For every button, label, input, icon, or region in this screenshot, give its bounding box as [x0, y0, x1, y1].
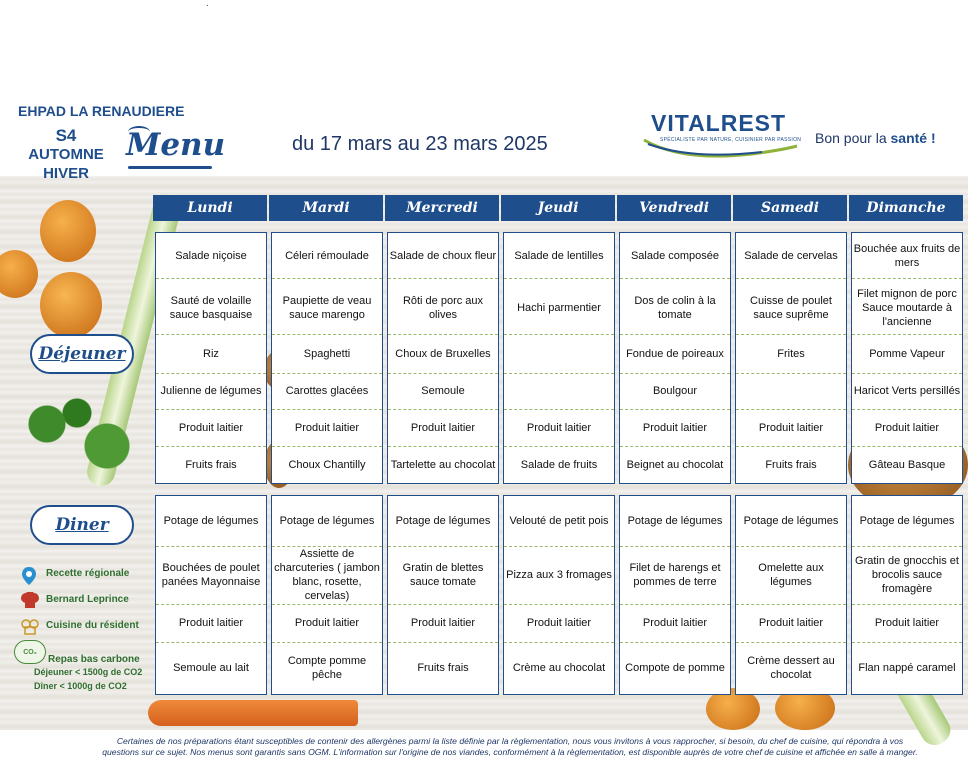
diner-dish: Velouté de petit pois	[509, 515, 609, 527]
resident-chef-icon	[20, 618, 40, 636]
day-header-0: Lundi	[153, 195, 267, 221]
diner-dish: Potage de légumes	[627, 515, 723, 527]
week-number: S4	[55, 126, 77, 145]
dejeuner-column-3	[503, 232, 615, 484]
diner-label: Diner	[30, 505, 134, 545]
diner-dish: Produit laitier	[874, 617, 940, 629]
season-line2: HIVER	[43, 165, 89, 182]
diner-column-4	[619, 495, 731, 695]
dejeuner-dish: Salade niçoise	[175, 249, 247, 262]
location-pin-icon	[20, 566, 38, 586]
dejeuner-dish: Fondue de poireaux	[626, 347, 724, 360]
dejeuner-dish: Produit laitier	[874, 421, 940, 434]
co2-cloud-icon: CO₂	[14, 640, 46, 664]
dejeuner-dish: Cuisse de poulet sauce suprême	[750, 295, 832, 321]
dejeuner-dish: Sauté de volaille sauce basquaise	[169, 295, 253, 321]
diner-dish: Bouchées de poulet panées Mayonnaise	[161, 562, 261, 588]
onion-illustration	[40, 272, 102, 338]
dejeuner-column-0	[155, 232, 267, 484]
dejeuner-dish: Beignet au chocolat	[626, 458, 724, 471]
dejeuner-dish: Tartelette au chocolat	[390, 458, 496, 471]
diner-dish: Produit laitier	[294, 617, 360, 629]
diner-column-2	[387, 495, 499, 695]
diner-dish: Pizza aux 3 fromages	[506, 569, 612, 581]
diner-dish: Produit laitier	[178, 617, 244, 629]
dejeuner-dish: Salade de lentilles	[514, 249, 604, 262]
institution-name: EHPAD LA RENAUDIERE	[18, 103, 185, 119]
diner-dish: Produit laitier	[642, 617, 708, 629]
parsley-illustration	[2, 380, 152, 490]
slogan-prefix: Bon pour la	[815, 130, 887, 146]
logo-swoosh-icon	[642, 110, 802, 162]
diner-dish: Produit laitier	[410, 617, 476, 629]
legend-carbon-label: Repas bas carbone	[48, 654, 140, 665]
dejeuner-dish: Frites	[777, 347, 805, 360]
dejeuner-dish: Julienne de légumes	[160, 385, 262, 397]
day-header-6: Dimanche	[849, 195, 963, 221]
diner-dish: Potage de légumes	[859, 515, 955, 527]
dejeuner-dish: Produit laitier	[642, 421, 708, 434]
dejeuner-dish: Produit laitier	[526, 421, 592, 434]
dejeuner-dish: Salade de fruits	[520, 458, 598, 471]
diner-dish: Potage de légumes	[163, 515, 259, 527]
diner-dish: Gratin de gnocchis et brocolis sauce fromagère	[855, 555, 959, 595]
legend-regional-label: Recette régionale	[46, 568, 130, 579]
dejeuner-dish: Gâteau Basque	[868, 458, 946, 471]
dejeuner-dish	[504, 373, 614, 409]
diner-dish: Filet de harengs et pommes de terre	[629, 562, 721, 588]
diner-dish: Produit laitier	[526, 617, 592, 629]
dejeuner-dish: Haricot Verts persillés	[853, 385, 961, 397]
dejeuner-dish: Spaghetti	[303, 347, 351, 360]
day-header-2: Mercredi	[385, 195, 499, 221]
dejeuner-column-4	[619, 232, 731, 484]
diner-dish: Assiette de charcuteries ( jambon blanc, rosette, cervelas)	[274, 548, 380, 602]
dejeuner-dish: Salade de choux fleur	[389, 249, 497, 262]
diner-column-5	[735, 495, 847, 695]
dejeuner-dish: Fruits frais	[185, 458, 237, 471]
dejeuner-dish: Produit laitier	[758, 421, 824, 434]
diner-dish: Omelette aux légumes	[758, 562, 824, 588]
dejeuner-dish	[504, 334, 614, 373]
dejeuner-dish: Produit laitier	[410, 421, 476, 434]
dejeuner-dish: Choux de Bruxelles	[395, 347, 491, 360]
diner-column-6	[851, 495, 963, 695]
dejeuner-dish: Dos de colin à la tomate	[634, 295, 716, 321]
diner-dish: Crème dessert au chocolat	[747, 655, 835, 681]
diner-dish: Potage de légumes	[395, 515, 491, 527]
carbon-dinner: Dîner < 1000g de CO2	[34, 681, 127, 691]
season-block	[20, 126, 112, 183]
footer-line1: Certaines de nos préparations étant susceptibles de contenir des allergènes parmi la liste définie par la règlementation, nous vous invitons à vous rapprocher, si besoin, du chef de cuisine, qui répondra à vos	[116, 736, 904, 746]
dejeuner-dish: Salade composée	[630, 249, 720, 262]
menu-underline	[128, 166, 212, 169]
dejeuner-dish: Céleri rémoulade	[285, 249, 369, 262]
diner-column-1	[271, 495, 383, 695]
season-line1: AUTOMNE	[28, 146, 104, 163]
dejeuner-dish: Semoule	[421, 385, 465, 397]
diner-dish: Fruits frais	[417, 662, 469, 674]
dejeuner-dish: Produit laitier	[178, 421, 244, 434]
dejeuner-column-5	[735, 232, 847, 484]
diner-column-0	[155, 495, 267, 695]
allergen-notice	[60, 736, 960, 758]
diner-dish: Flan nappé caramel	[858, 662, 956, 674]
dejeuner-dish: Bouchée aux fruits de mers	[853, 242, 961, 269]
day-header-3: Jeudi	[501, 195, 615, 221]
logo-tagline: SPÉCIALISTE PAR NATURE, CUISINIER PAR PASSION	[660, 137, 802, 143]
diner-dish: Gratin de blettes sauce tomate	[402, 562, 484, 588]
dejeuner-dish: Boulgour	[652, 385, 698, 397]
diner-column-3	[503, 495, 615, 695]
dejeuner-dish: Fruits frais	[765, 458, 817, 471]
slogan-emphasis: santé !	[890, 130, 936, 146]
dejeuner-column-6	[851, 232, 963, 484]
diner-dish: Potage de légumes	[743, 515, 839, 527]
footer-line2: questions sur ce sujet. Nos menus sont garantis sans OGM. L'information sur l'origine de nos viandes, conformément à la règlementation, est disponible auprès de votre chef de cuisine et affichée en salle à manger.	[102, 747, 918, 757]
carbon-lunch: Déjeuner < 1500g de CO2	[34, 667, 143, 677]
date-range: du 17 mars au 23 mars 2025	[292, 133, 548, 155]
diner-dish: Produit laitier	[758, 617, 824, 629]
dejeuner-dish: Carottes glacées	[285, 385, 369, 397]
diner-dish: Compote de pomme	[625, 662, 725, 674]
dejeuner-dish: Choux Chantilly	[288, 458, 366, 471]
dejeuner-dish: Filet mignon de porc Sauce moutarde à l'ancienne	[857, 288, 957, 328]
logo-wordmark: VITALREST	[651, 110, 787, 136]
dejeuner-dish: Rôti de porc aux olives	[402, 295, 484, 321]
legend-resident-label: Cuisine du résident	[46, 620, 139, 631]
vitalrest-logo	[642, 110, 802, 162]
dejeuner-dish: Hachi parmentier	[517, 302, 601, 314]
dejeuner-label: Déjeuner	[30, 334, 134, 374]
dejeuner-dish: Pomme Vapeur	[869, 347, 945, 360]
day-header-1: Mardi	[269, 195, 383, 221]
diner-dish: Potage de légumes	[279, 515, 375, 527]
dejeuner-dish: Produit laitier	[294, 421, 360, 434]
decorative-dot: .	[206, 0, 209, 9]
day-header-5: Samedi	[733, 195, 847, 221]
menu-title: Menu	[126, 127, 226, 163]
dejeuner-dish: Paupiette de veau sauce marengo	[282, 295, 372, 321]
diner-dish: Compte pomme pêche	[287, 655, 367, 681]
dejeuner-dish	[736, 373, 846, 409]
legend-chef-label: Bernard Leprince	[46, 594, 129, 605]
carrot-illustration	[148, 700, 358, 726]
chef-hat-icon	[20, 592, 40, 610]
dejeuner-dish: Salade de cervelas	[744, 249, 838, 262]
diner-dish: Crème au chocolat	[512, 662, 606, 674]
slogan	[815, 130, 936, 146]
dejeuner-column-2	[387, 232, 499, 484]
day-header-4: Vendredi	[617, 195, 731, 221]
dejeuner-column-1	[271, 232, 383, 484]
diner-dish: Semoule au lait	[173, 662, 249, 674]
dejeuner-dish: Riz	[203, 347, 219, 360]
onion-illustration	[40, 200, 96, 262]
